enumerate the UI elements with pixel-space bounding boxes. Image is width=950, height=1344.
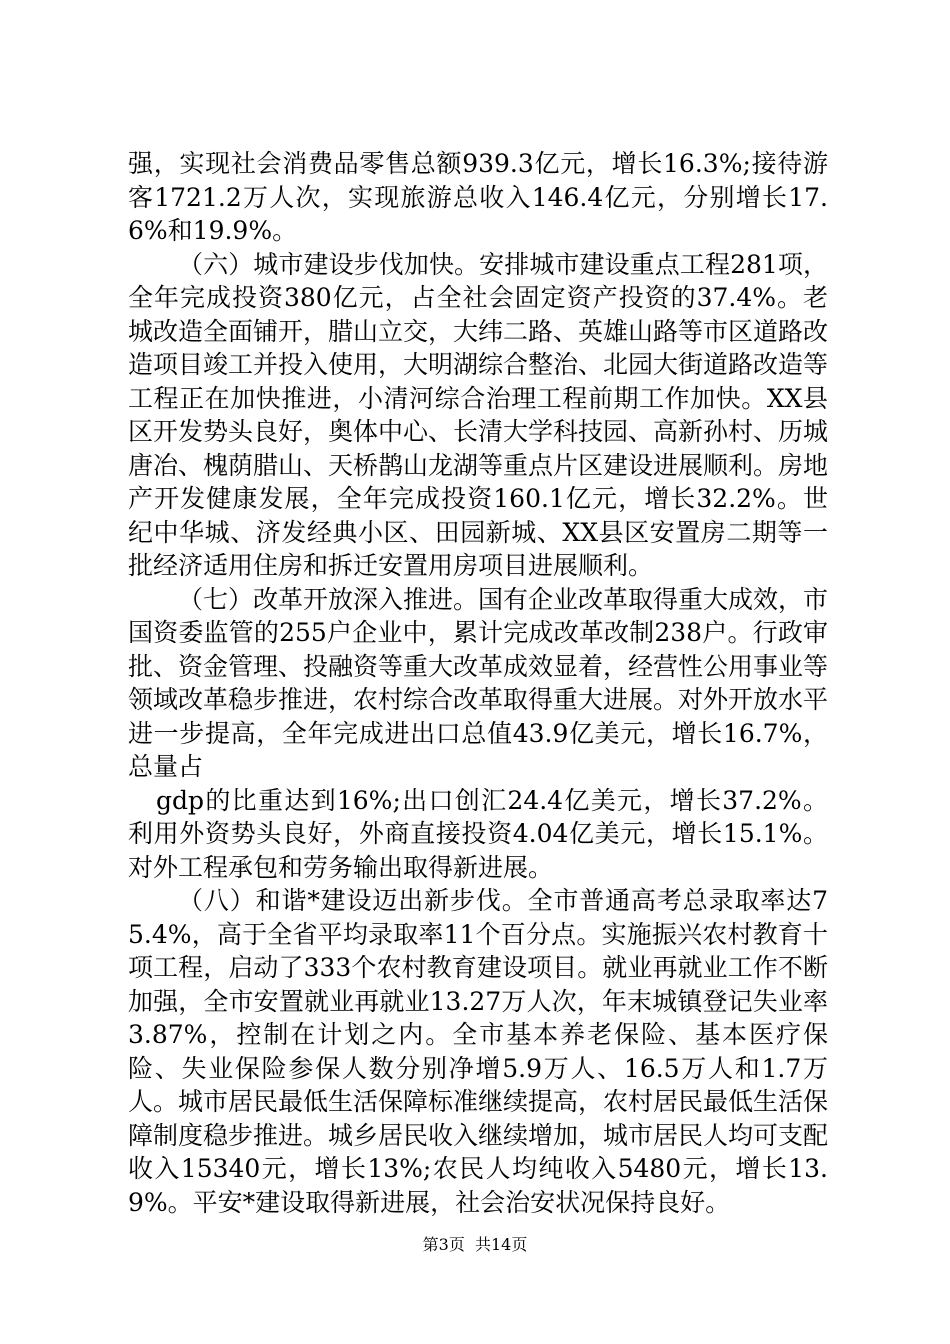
document-body: [128, 147, 828, 1219]
paragraph-urban-construction: （六）城市建设步伐加快。安排城市建设重点工程281项，全年完成投资380亿元，占全社会固定资产投资的37.4%。老城改造全面铺开，腊山立交，大纬二路、英雄山路等市区道路改造项目竣工并投入使用，大明湖综合整治、北园大街道路改造等工程正在加快推进，小清河综合治理工程前期工作加快。XX县区开发势头良好，奥体中心、长清大学科技园、高新孙村、历城唐冶、槐荫腊山、天桥鹊山龙湖等重点片区建设进展顺利。房地产开发健康发展，全年完成投资160.1亿元，增长32.2%。世纪中华城、济发经典小区、田园新城、XX县区安置房二期等一批经济适用住房和拆迁安置用房项目进展顺利。: [128, 249, 829, 580]
paragraph-reform-opening: （七）改革开放深入推进。国有企业改革取得重大成效，市国资委监管的255户企业中，累计完成改革改制238户。行政审批、资金管理、投融资等重大改革成效显着，经营性公用事业等领域改革稳步推进，农村综合改革取得重大进展。对外开放水平进一步提高，全年完成进出口总值43.9亿美元，增长16.7%，总量占: [128, 584, 829, 781]
page-number: 第3页 共14页: [422, 1235, 528, 1254]
paragraph-continuation: 强，实现社会消费品零售总额939.3亿元，增长16.3%;接待游客1721.2万人次，实现旅游总收入146.4亿元，分别增长17.6%和19.9%。: [128, 149, 828, 245]
paragraph-harmony-construction: （八）和谐*建设迈出新步伐。全市普通高考总录取率达75.4%，高于全省平均录取率11个百分点。实施振兴农村教育十项工程，启动了333个农村教育建设项目。就业再就业工作不断加强，全市安置就业再就业13.27万人次，年末城镇登记失业率3.87%，控制在计划之内。全市基本养老保险、基本医疗保险、失业保险参保人数分别净增5.9万人、16.5万人和1.7万人。城市居民最低生活保障标准继续提高，农村居民最低生活保障制度稳步推进。城乡居民收入继续增加，城市居民人均可支配收入15340元，增长13%;农民人均纯收入5480元，增长13.9%。平安*建设取得新进展，社会治安状况保持良好。: [128, 886, 829, 1217]
paragraph-gdp-share: gdp的比重达到16%;出口创汇24.4亿美元，增长37.2%。利用外资势头良好，外商直接投资4.04亿美元，增长15.1%。对外工程承包和劳务输出取得新进展。: [128, 785, 828, 882]
page-footer: [0, 1235, 950, 1255]
